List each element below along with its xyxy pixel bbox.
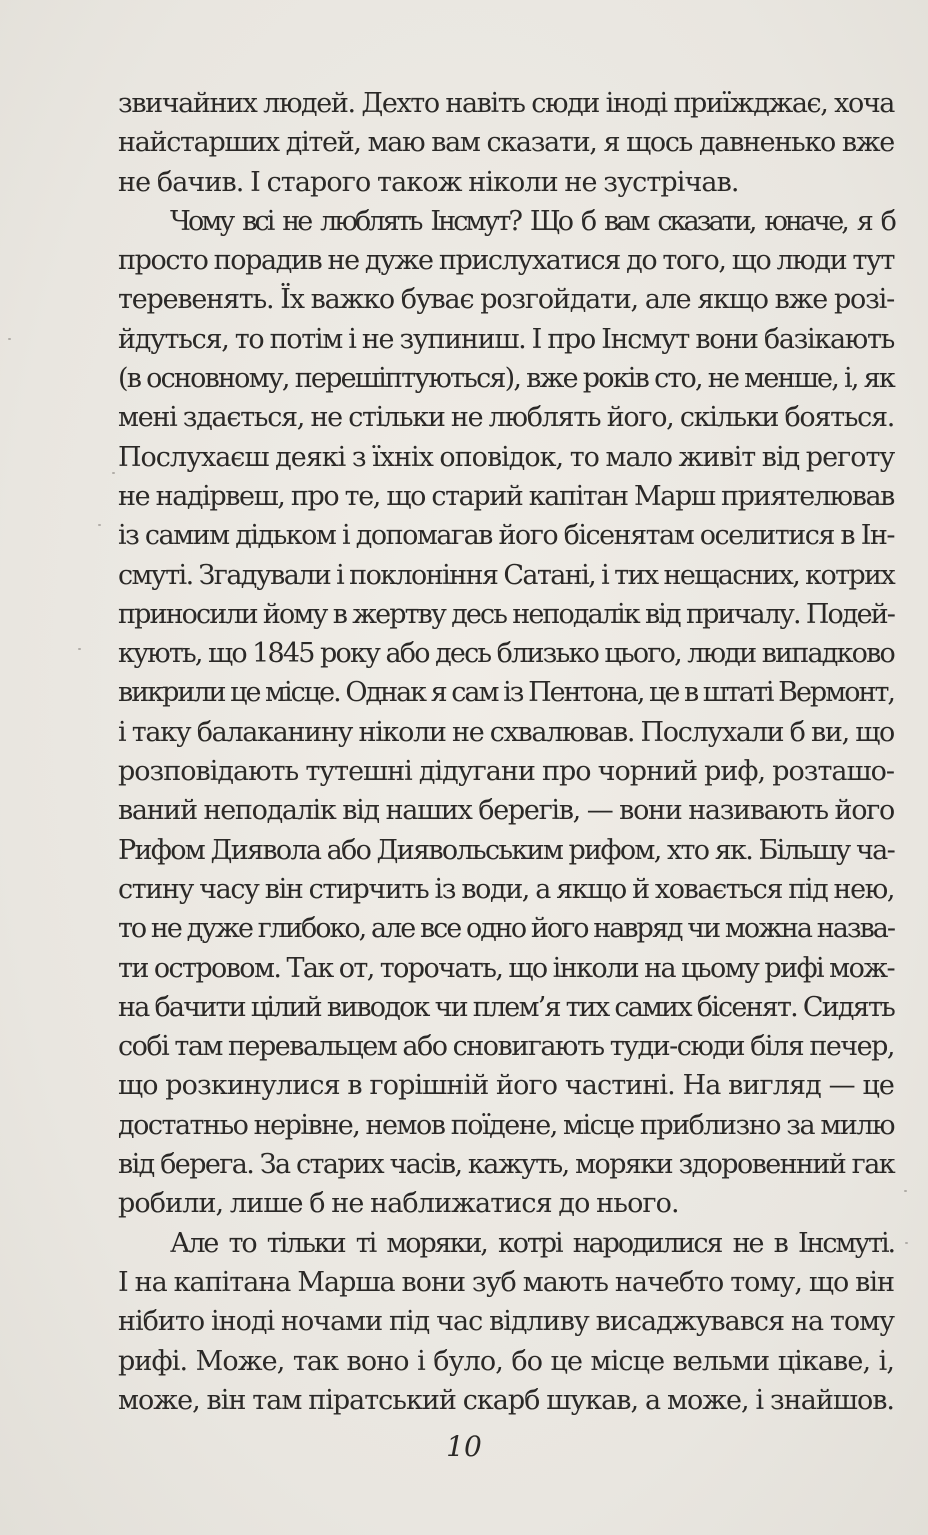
paper-speck: [905, 1242, 908, 1244]
text-line-15: кують, що 1845 року або десь близько цього, люди випадково: [118, 638, 894, 670]
text-line-4: Чому всі не люблять Інсмут? Що б вам сказати, юначе, я б: [170, 205, 894, 237]
text-line-3: не бачив. І старого також ніколи не зустрічав.: [118, 166, 739, 198]
text-line-12: із самим дідьком і допомагав його бісенятам оселитися в Ін-: [118, 520, 894, 552]
text-line-7: йдуться, то потім і не зупиниш. І про Інсмут вони базікають: [118, 323, 894, 355]
text-line-14: приносили йому в жертву десь неподалік від причалу. Подей-: [118, 598, 894, 630]
text-line-33: рифі. Може, так воно і було, бо це місце вельми цікаве, і,: [118, 1345, 894, 1377]
paper-speck: [904, 1190, 907, 1192]
paper-speck: [8, 338, 11, 340]
text-line-31: І на капітана Марша вони зуб мають начебто тому, що він: [118, 1266, 894, 1298]
text-line-32: нібито іноді ночами під час відливу висаджувався на тому: [118, 1306, 894, 1338]
page-number: 10: [446, 1430, 482, 1463]
text-line-13: смуті. Згадували і поклоніння Сатані, і тих нещасних, котрих: [118, 559, 895, 591]
text-line-8: (в основному, перешіптуються), вже років сто, не менше, і, як: [118, 363, 894, 395]
paper-speck: [98, 524, 101, 526]
text-line-5: просто порадив не дуже прислухатися до того, що люди тут: [118, 245, 894, 277]
paper-speck: [78, 648, 81, 650]
text-line-11: не надірвеш, про те, що старий капітан Марш приятелював: [118, 480, 894, 512]
text-line-17: і таку балаканину ніколи не схвалював. Послухали б ви, що: [118, 716, 894, 748]
text-line-2: найстарших дітей, маю вам сказати, я щось давненько вже: [118, 127, 894, 159]
text-line-9: мені здається, не стільки не люблять його, скільки бояться.: [118, 402, 894, 434]
text-line-1: звичайних людей. Дехто навіть сюди іноді приїжджає, хоча: [118, 88, 894, 119]
text-line-19: ваний неподалік від наших берегів, — вони називають його: [118, 795, 894, 827]
text-line-6: теревенять. Їх важко буває розгойдати, але якщо вже розі-: [118, 284, 894, 316]
text-line-27: достатньо нерівне, немов поїдене, місце приблизно за милю: [118, 1109, 894, 1141]
text-line-16: викрили це місце. Однак я сам із Пентона, це в штаті Вермонт,: [118, 677, 894, 709]
text-line-21: стину часу він стирчить із води, а якщо й ховається під нею,: [118, 873, 894, 905]
text-line-23: ти островом. Так от, торочать, що інколи на цьому рифі мож-: [118, 952, 894, 984]
text-line-24: на бачити цілий виводок чи плем’я тих самих бісенят. Сидять: [118, 991, 894, 1023]
body-text: [118, 84, 894, 1420]
text-line-20: Рифом Диявола або Диявольським рифом, хто як. Більшу ча-: [118, 834, 894, 866]
text-line-30: Але то тільки ті моряки, котрі народилися не в Інсмуті.: [170, 1227, 894, 1259]
text-line-26: що розкинулися в горішній його частині. На вигляд — це: [118, 1070, 894, 1102]
text-line-25: собі там перевальцем або сновигають туди-сюди біля печер,: [118, 1031, 894, 1063]
text-line-18: розповідають тутешні дідугани про чорний риф, розташо-: [118, 756, 894, 788]
paper-speck: [112, 472, 115, 474]
text-line-29: робили, лише б не наближатися до нього.: [118, 1188, 679, 1220]
text-line-34: може, він там піратський скарб шукав, а може, і знайшов.: [118, 1384, 894, 1416]
text-line-28: від берега. За старих часів, кажуть, моряки здоровенний гак: [118, 1149, 894, 1181]
text-line-10: Послухаєш деякі з їхніх оповідок, то мало живіт від реготу: [118, 441, 895, 473]
text-line-22: то не дуже глибоко, але все одно його навряд чи можна назва-: [118, 913, 894, 945]
